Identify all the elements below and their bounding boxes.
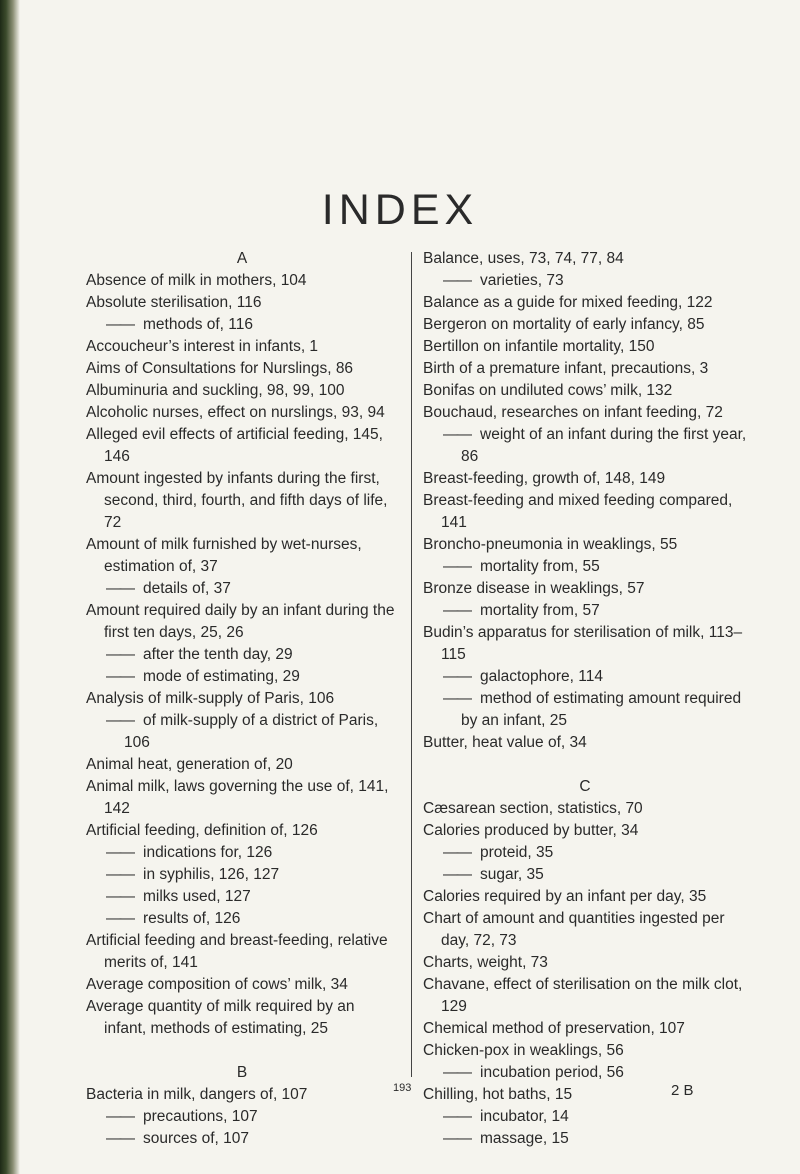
index-entry: Charts, weight, 73 [423,954,548,971]
column-divider [411,252,412,1077]
index-entry: Calories produced by butter, 34 [423,822,639,839]
index-entry: Birth of a premature infant, precautions, 3 [423,360,709,377]
index-entry: Amount of milk furnished by wet-nurses, estimation of, 37 [86,536,362,575]
section-letter: A [236,250,248,267]
index-entry: Breast-feeding, growth of, 148, 149 [423,470,666,487]
index-subentry: —— in syphilis, 126, 127 [86,864,398,886]
index-entry: Artificial feeding and breast-feeding, relative merits of, 141 [86,932,388,971]
signature-mark: 2 B [671,1082,694,1099]
index-subentry: —— incubator, 14 [423,1106,747,1128]
index-column-left [86,248,398,1150]
index-entry: Absence of milk in mothers, 104 [86,272,307,289]
index-entry: Analysis of milk-supply of Paris, 106 [86,690,335,707]
index-entry: Breast-feeding and mixed feeding compared, 141 [423,492,733,531]
index-subentry: —— method of estimating amount required by an infant, 25 [423,688,747,732]
index-entry: Accoucheur’s interest in infants, 1 [86,338,319,355]
index-entry: Balance as a guide for mixed feeding, 122 [423,294,713,311]
index-entry: Animal milk, laws governing the use of, 141, 142 [86,778,389,817]
index-subentry: —— massage, 15 [423,1128,747,1150]
index-entry: Aims of Consultations for Nurslings, 86 [86,360,354,377]
index-entry: Alcoholic nurses, effect on nurslings, 93, 94 [86,404,385,421]
index-entry: Chilling, hot baths, 15 [423,1086,573,1103]
index-entry: Artificial feeding, definition of, 126 [86,822,318,839]
index-entry: Chicken-pox in weaklings, 56 [423,1042,624,1059]
index-entry: Budin’s apparatus for sterilisation of milk, 113–115 [423,624,743,663]
index-subentry: —— incubation period, 56 [423,1062,747,1084]
index-subentry: —— milks used, 127 [86,886,398,908]
index-subentry: —— results of, 126 [86,908,398,930]
index-entry: Amount ingested by infants during the first, second, third, fourth, and fifth days of life, 72 [86,470,388,531]
index-subentry: —— of milk-supply of a district of Paris, 106 [86,710,398,754]
index-subentry: —— mortality from, 57 [423,600,747,622]
index-entry: Balance, uses, 73, 74, 77, 84 [423,250,624,267]
index-subentry: —— weight of an infant during the first year, 86 [423,424,747,468]
index-subentry: —— precautions, 107 [86,1106,398,1128]
index-subentry: —— mortality from, 55 [423,556,747,578]
index-entry: Chemical method of preservation, 107 [423,1020,685,1037]
page-title: INDEX [321,186,479,234]
index-entry: Alleged evil effects of artificial feeding, 145, 146 [86,426,383,465]
index-subentry: —— mode of estimating, 29 [86,666,398,688]
index-subentry: —— methods of, 116 [86,314,398,336]
index-subentry: —— indications for, 126 [86,842,398,864]
page-number: 193 [393,1082,412,1094]
index-entry: Animal heat, generation of, 20 [86,756,293,773]
index-subentry: —— varieties, 73 [423,270,747,292]
index-subentry: —— after the tenth day, 29 [86,644,398,666]
index-subentry: —— sources of, 107 [86,1128,398,1150]
index-entry: Broncho-pneumonia in weaklings, 55 [423,536,678,553]
index-subentry: —— sugar, 35 [423,864,747,886]
page-edge-shadow [0,0,20,1174]
index-entry: Bertillon on infantile mortality, 150 [423,338,655,355]
index-entry: Bronze disease in weaklings, 57 [423,580,645,597]
index-subentry: —— details of, 37 [86,578,398,600]
index-entry: Albuminuria and suckling, 98, 99, 100 [86,382,345,399]
index-entry: Bergeron on mortality of early infancy, 85 [423,316,705,333]
index-subentry: —— galactophore, 114 [423,666,747,688]
index-entry: Calories required by an infant per day, 35 [423,888,707,905]
index-entry: Cæsarean section, statistics, 70 [423,800,643,817]
index-entry: Bonifas on undiluted cows’ milk, 132 [423,382,673,399]
section-letter: B [236,1064,248,1081]
index-entry: Chart of amount and quantities ingested per day, 72, 73 [423,910,725,949]
index-entry: Average quantity of milk required by an infant, methods of estimating, 25 [86,998,355,1037]
index-entry: Absolute sterilisation, 116 [86,294,262,311]
index-entry: Chavane, effect of sterilisation on the milk clot, 129 [423,976,743,1015]
index-subentry: —— proteid, 35 [423,842,747,864]
index-column-right [423,248,747,1150]
index-entry: Bouchaud, researches on infant feeding, 72 [423,404,723,421]
section-letter: C [579,778,591,795]
index-entry: Bacteria in milk, dangers of, 107 [86,1086,308,1103]
index-entry: Amount required daily by an infant during the first ten days, 25, 26 [86,602,395,641]
index-entry: Average composition of cows’ milk, 34 [86,976,348,993]
index-entry: Butter, heat value of, 34 [423,734,587,751]
